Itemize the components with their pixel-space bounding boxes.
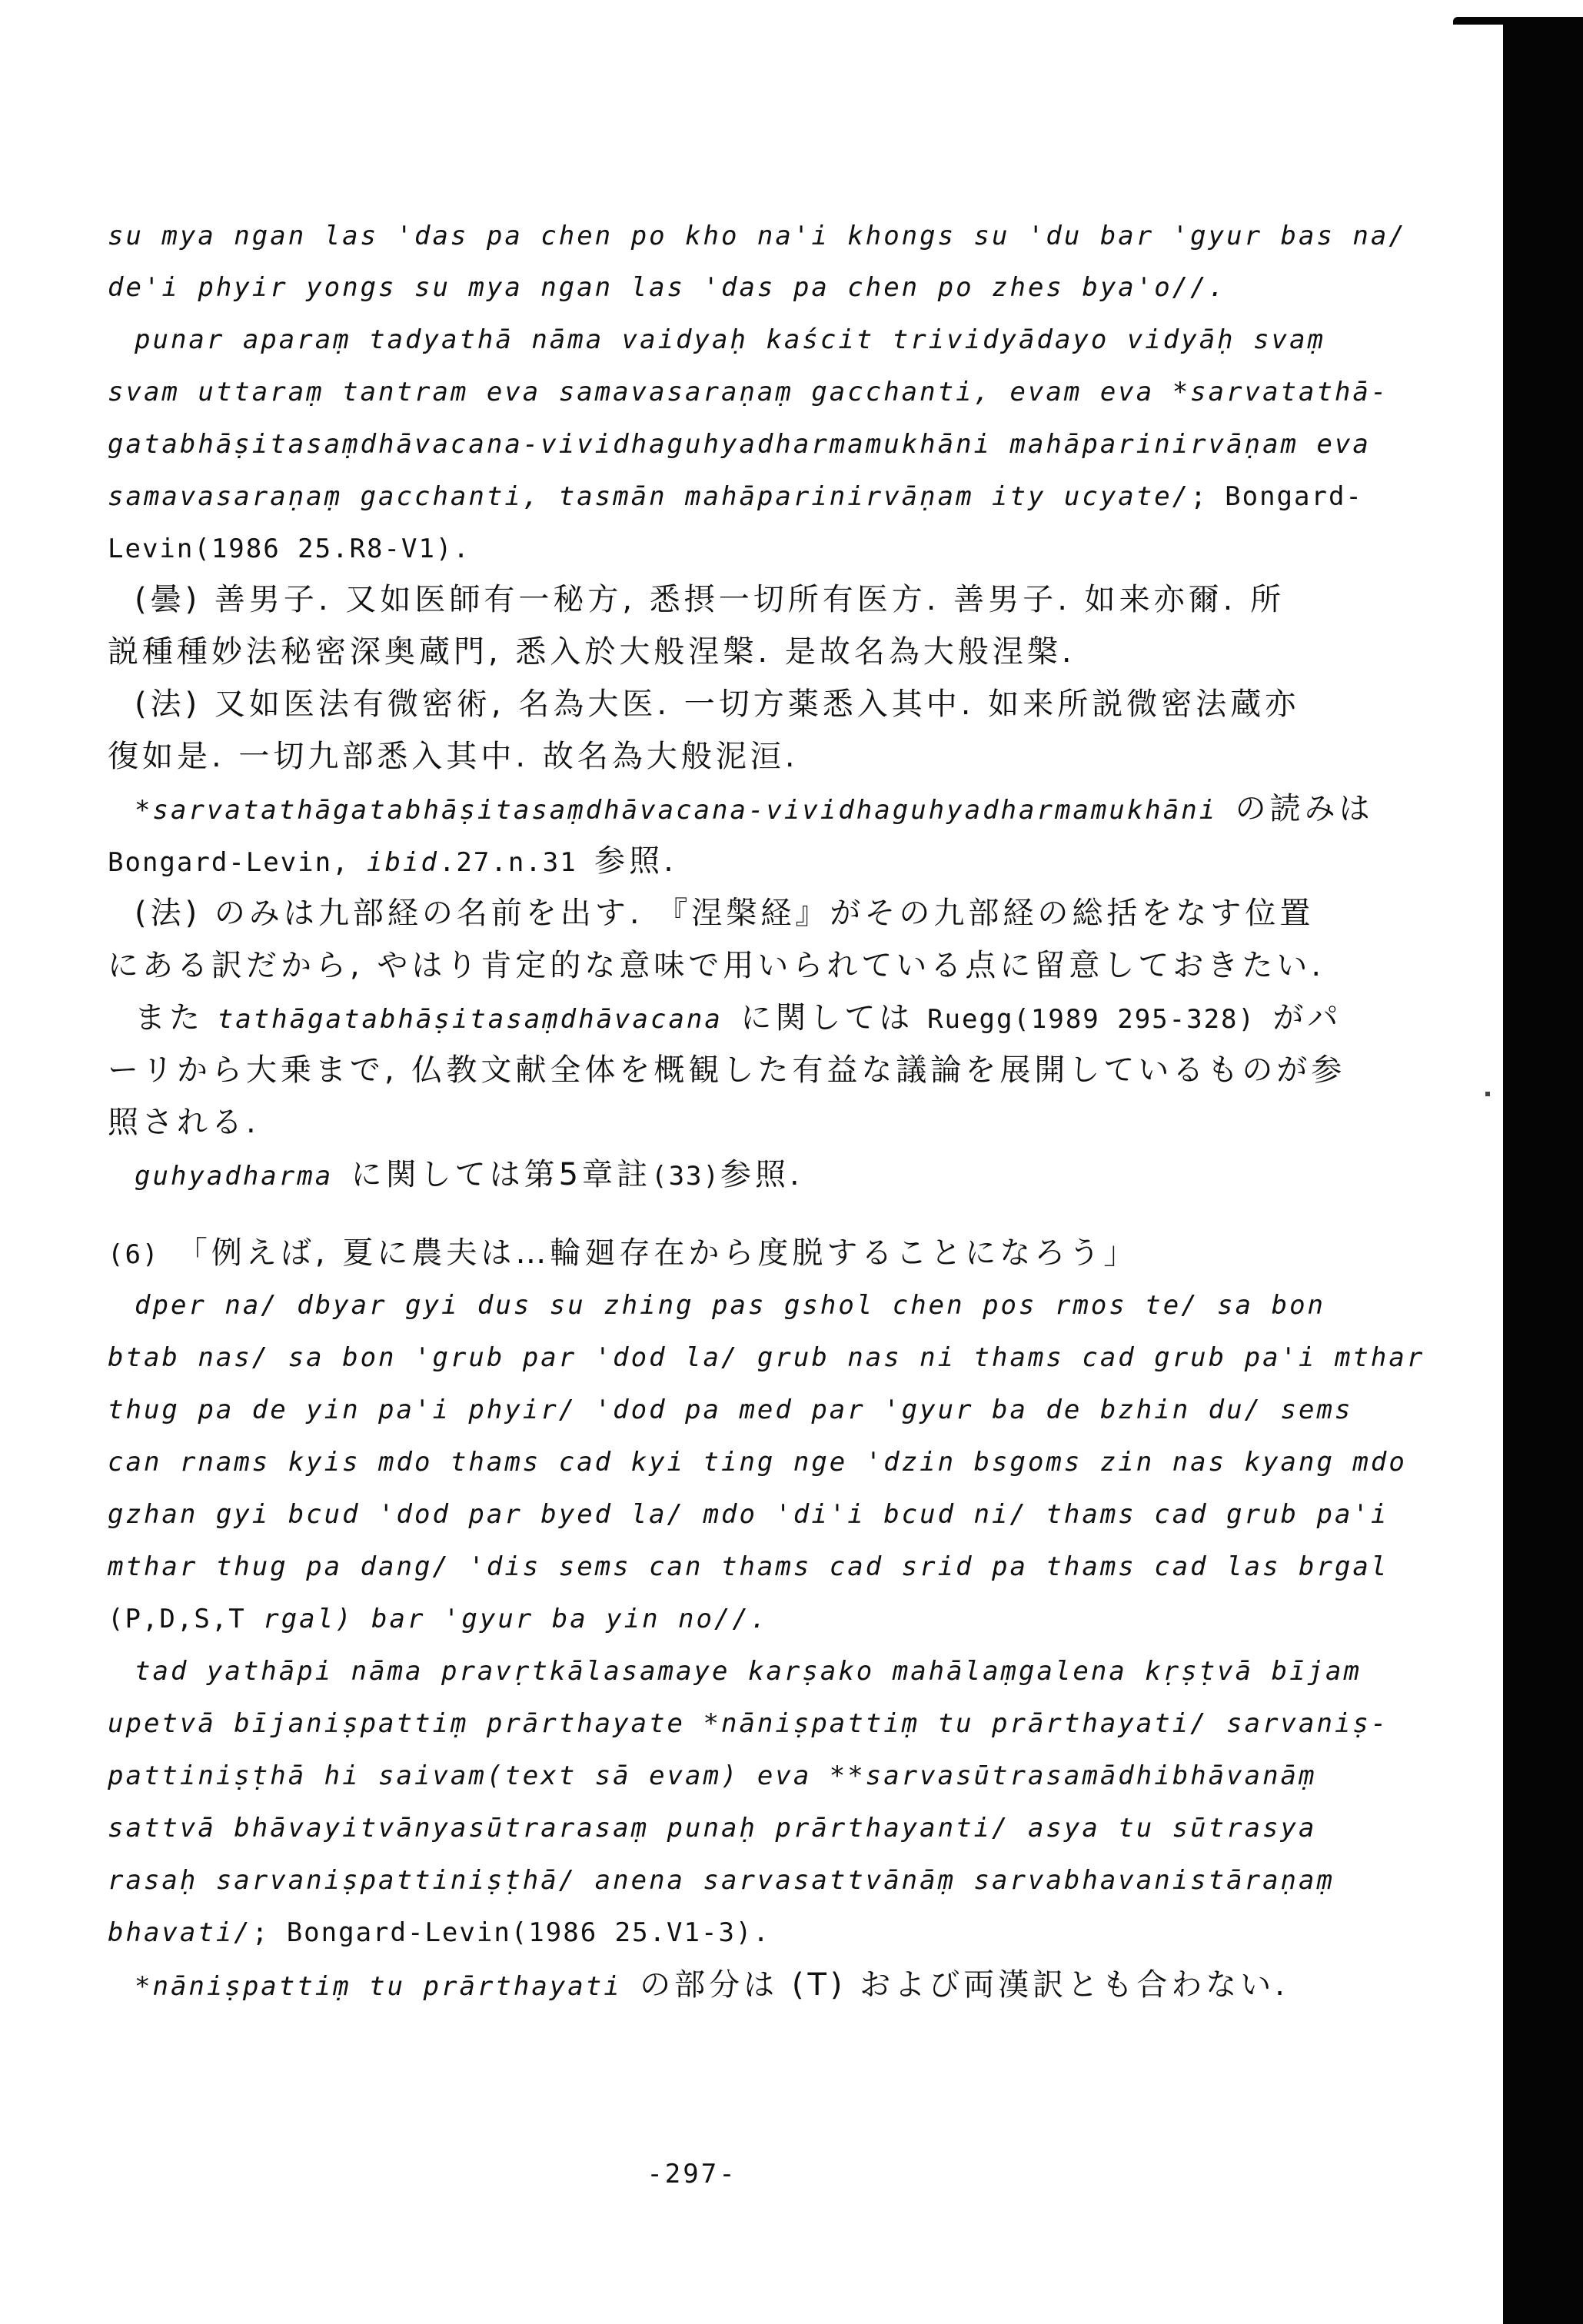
text-segment: (P,D,S,T — [108, 1604, 264, 1634]
text-line — [135, 1158, 803, 1193]
text-line — [108, 375, 1388, 409]
text-segment: に関しては第5章註 — [351, 1157, 652, 1192]
text-segment: su mya ngan las 'das pa chen po kho na'i khongs su 'du bar 'gyur bas na/ — [108, 221, 1407, 251]
text-segment: ーリから大乗まで, 仏教文献全体を概観した有益な議論を展開しているものが参 — [108, 1052, 1346, 1088]
text-segment: がパ — [1272, 1000, 1342, 1036]
text-line — [135, 1654, 1362, 1688]
text-segment: gzhan gyi bcud 'dod par byed la/ mdo 'di'i bcud ni/ thams cad grub pa'i — [108, 1499, 1389, 1530]
text-segment: rgal) bar 'gyur ba yin no//. — [263, 1604, 769, 1634]
text-segment: pattiniṣṭhā hi saivam(text — [108, 1760, 595, 1791]
text-segment: gatabhāṣitasaṃdhāvacana-vividhaguhyadharmamukhāni mahāparinirvāṇam eva — [108, 429, 1371, 460]
binding-shadow — [1503, 17, 1583, 2324]
text-segment: de'i phyir yongs su mya ngan las 'das pa chen po zhes bya'o//. — [108, 272, 1227, 303]
text-segment: (法) 又如医法有微密術, 名為大医. 一切方薬悉入其中. 如来所説微密法蔵亦 — [135, 687, 1300, 722]
text-segment: *nāniṣpattiṃ tu prārthayati — [135, 1971, 640, 2002]
text-segment: 「例えば, 夏に農夫は…輪廻存在から度脱することになろう」 — [176, 1235, 1139, 1271]
text-segment: ; Bongard-Levin(1986 25.V1-3). — [251, 1917, 770, 1948]
text-segment: .27.n.31 — [438, 847, 595, 878]
text-line — [108, 949, 1325, 984]
text-segment: samavasaraṇaṃ gacchanti, tasmān mahāparinirvāṇam ity ucyate/ — [108, 481, 1191, 512]
text-segment: thug pa de yin pa'i phyir/ 'dod pa med par 'gyur ba de bzhin du/ sems — [108, 1395, 1353, 1425]
text-segment: sattvā bhāvayitvānyasūtrarasaṃ punaḥ prārthayanti/ asya tu sūtrasya — [108, 1813, 1317, 1844]
text-segment: 復如是. 一切九部悉入其中. 故名為大般泥洹. — [108, 739, 799, 774]
text-line — [108, 1864, 1335, 1897]
text-segment: btab nas/ sa bon 'grub par 'dod la/ grub nas ni thams cad grub pa'i mthar — [108, 1342, 1425, 1373]
text-segment: svam uttaraṃ tantram eva samavasaraṇaṃ gacchanti, evam eva *sarvatathā- — [108, 377, 1389, 407]
text-line — [108, 1445, 1407, 1479]
text-segment: tad yathāpi nāma pravṛtkālasamaye karṣako mahālaṃgalena kṛṣṭvā bījam — [135, 1656, 1362, 1687]
text-segment: rasaḥ sarvaniṣpattiniṣṭhā/ anena sarvasattvānāṃ sarvabhavanistāraṇaṃ — [108, 1865, 1335, 1896]
text-segment: 参照. — [720, 1157, 803, 1192]
text-segment: tathāgatabhāṣitasaṃdhāvacana — [217, 1004, 741, 1035]
page-number: -297- — [647, 2159, 737, 2189]
text-segment: Ruegg(1989 295-328) — [927, 1004, 1273, 1035]
text-line — [108, 635, 1076, 670]
text-segment: の部分は (T) および両漢訳とも合わない. — [640, 1967, 1289, 2003]
text-line — [108, 1602, 768, 1636]
text-line — [135, 323, 1325, 357]
text-line — [108, 844, 677, 879]
text-segment: bhavati/ — [108, 1917, 252, 1948]
text-segment: の読みは — [1235, 791, 1374, 826]
text-line — [135, 896, 1314, 932]
text-line — [135, 583, 1285, 618]
text-line — [108, 1759, 1316, 1793]
text-segment: Bongard-Levin, — [108, 847, 367, 878]
text-segment: sā evam) eva **sarvasūtrasamādhibhāvanāṃ — [594, 1760, 1317, 1791]
text-line — [108, 427, 1371, 461]
text-line — [108, 219, 1407, 253]
text-line — [108, 532, 471, 566]
text-line — [108, 480, 1363, 514]
text-segment: また — [135, 1000, 218, 1036]
text-line — [108, 740, 799, 775]
text-line — [108, 1707, 1388, 1741]
text-line — [135, 687, 1299, 723]
text-segment: (6) — [108, 1239, 177, 1270]
text-line — [108, 1550, 1388, 1584]
text-segment: Levin(1986 25.R8-V1). — [108, 534, 471, 564]
text-segment: 参照. — [594, 843, 677, 879]
text-line — [108, 271, 1226, 304]
text-line — [108, 1053, 1345, 1089]
text-line — [135, 1288, 1325, 1322]
text-segment: *sarvatathāgatabhāṣitasaṃdhāvacana-vividhaguhyadharmamukhāni — [135, 795, 1235, 826]
text-segment: dper na/ dbyar gyi dus su zhing pas gshol chen pos rmos te/ sa bon — [135, 1290, 1326, 1321]
text-line — [108, 1498, 1388, 1531]
text-segment: ibid — [367, 847, 439, 878]
text-segment: に関しては — [740, 1000, 928, 1036]
text-line — [135, 792, 1374, 827]
text-line — [108, 1916, 770, 1950]
text-line — [108, 1811, 1316, 1845]
text-line — [108, 1393, 1352, 1427]
text-segment: ; Bongard- — [1190, 481, 1363, 512]
text-line — [108, 1105, 260, 1141]
text-segment: upetvā bījaniṣpattiṃ prārthayate *nāniṣpattiṃ tu prārthayati/ sarvaniṣ- — [108, 1708, 1389, 1739]
text-segment: にある訳だから, やはり肯定的な意味で用いられている点に留意しておきたい. — [108, 948, 1325, 983]
text-segment: punar aparaṃ tadyathā nāma vaidyaḥ kaścit trividyādayo vidyāḥ svaṃ — [135, 324, 1326, 355]
text-line — [108, 1341, 1425, 1375]
text-segment: 説種種妙法秘密深奥蔵門, 悉入於大般涅槃. 是故名為大般涅槃. — [108, 634, 1076, 670]
text-segment: can rnams kyis mdo thams cad kyi ting nge 'dzin bsgoms zin nas kyang mdo — [108, 1447, 1407, 1478]
text-segment: (法) のみは九部経の名前を出す. 『涅槃経』がその九部経の総括をなす位置 — [135, 896, 1315, 931]
text-line — [135, 1001, 1342, 1036]
text-line — [108, 1236, 1138, 1272]
text-segment: 照される. — [108, 1105, 260, 1140]
text-segment: mthar thug pa dang/ 'dis sems can thams cad srid pa thams cad las brgal — [108, 1551, 1389, 1582]
text-segment: (33) — [651, 1161, 720, 1192]
text-line — [135, 1968, 1289, 2003]
text-segment: (曇) 善男子. 又如医師有一秘方, 悉摂一切所有医方. 善男子. 如来亦爾. 所 — [135, 582, 1285, 617]
text-segment: guhyadharma — [135, 1161, 351, 1192]
